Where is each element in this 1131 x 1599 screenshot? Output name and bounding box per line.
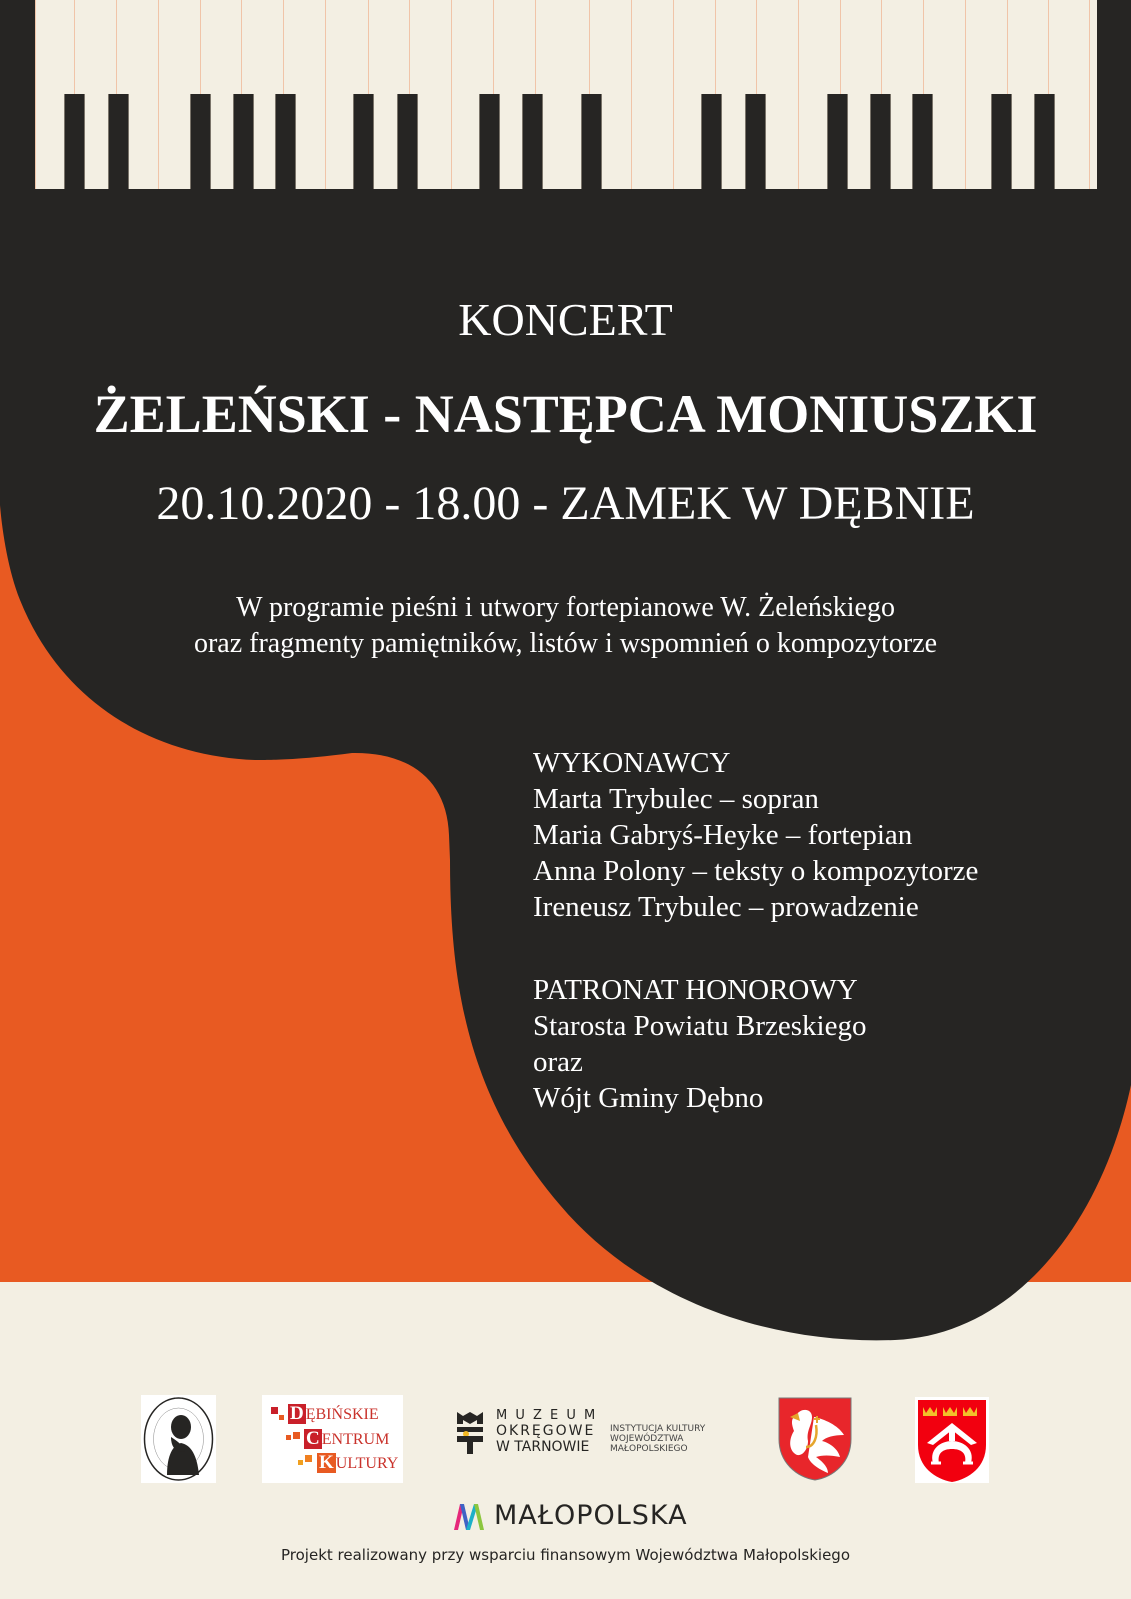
black-key <box>870 94 891 189</box>
performer-item: Marta Trybulec – sopran <box>533 783 819 815</box>
black-key <box>479 94 500 189</box>
museum-mark-icon <box>455 1410 485 1456</box>
dck-line: C ENTRUM <box>306 1428 390 1449</box>
black-key <box>397 94 418 189</box>
key-divider <box>325 0 326 189</box>
black-key <box>581 94 602 189</box>
black-key <box>745 94 766 189</box>
herb-gminy-debno <box>915 1397 989 1483</box>
debinskie-centrum-kultury-logo <box>262 1395 403 1483</box>
malopolska-wordmark: MAŁOPOLSKA <box>494 1500 688 1531</box>
herb-powiatu-brzeskiego <box>778 1397 852 1481</box>
performer-item: Anna Polony – teksty o kompozytorze <box>533 855 979 887</box>
black-key <box>522 94 543 189</box>
key-divider <box>798 0 799 189</box>
performer-item: Maria Gabryś-Heyke – fortepian <box>533 819 913 851</box>
black-key <box>275 94 296 189</box>
key-divider <box>1089 0 1090 189</box>
patronage-section <box>533 972 866 1116</box>
performer-item: Ireneusz Trybulec – prowadzenie <box>533 891 919 923</box>
description-line: oraz fragmenty pamiętników, listów i wspomnień o kompozytorze <box>193 628 938 659</box>
black-key <box>827 94 848 189</box>
portrait-seal-icon <box>141 1395 216 1483</box>
key-divider <box>158 0 159 189</box>
event-type: KONCERT <box>458 294 673 345</box>
patronage-item: oraz <box>533 1046 583 1078</box>
patronage-item: Wójt Gminy Dębno <box>533 1082 764 1114</box>
crowns-coat-of-arms-icon <box>915 1397 989 1483</box>
patronage-heading: PATRONAT HONOROWY <box>533 974 858 1006</box>
black-key <box>991 94 1012 189</box>
event-date-location: 20.10.2020 - 18.00 - ZAMEK W DĘBNIE <box>156 477 975 530</box>
dck-line: D ĘBIŃSKIE <box>290 1403 379 1424</box>
piano-keyboard <box>35 0 1097 189</box>
black-key <box>233 94 254 189</box>
patronage-item: Starosta Powiatu Brzeskiego <box>533 1010 867 1042</box>
program-description <box>0 590 1131 662</box>
black-key <box>190 94 211 189</box>
event-title: ŻELEŃSKI - NASTĘPCA MONIUSZKI <box>93 384 1038 444</box>
key-divider <box>35 0 36 189</box>
key-divider <box>631 0 632 189</box>
black-key <box>1034 94 1055 189</box>
funding-note: Projekt realizowany przy wsparciu finansowym Województwa Małopolskiego <box>281 1546 850 1564</box>
performers-section <box>533 745 978 925</box>
black-key <box>64 94 85 189</box>
description-line: W programie pieśni i utwory fortepianowe W. Żeleńskiego <box>236 592 895 623</box>
black-key <box>701 94 722 189</box>
key-divider <box>965 0 966 189</box>
muzeum-okregowe-tarnow-logo: M U Z E U M OKRĘGOWE W TARNOWIE INSTYTUCJA KULTURY WOJEWÓDZTWA MAŁOPOLSKIEGO <box>455 1410 775 1460</box>
performers-heading: WYKONAWCY <box>533 747 731 779</box>
black-key <box>353 94 374 189</box>
black-key <box>912 94 933 189</box>
eagle-coat-of-arms-icon <box>778 1397 852 1481</box>
dck-line: K ULTURY <box>319 1452 399 1473</box>
malopolska-m-icon <box>452 1500 486 1534</box>
fundacja-zelenskiego-logo <box>141 1395 216 1483</box>
key-divider <box>673 0 674 189</box>
black-key <box>108 94 129 189</box>
key-divider <box>451 0 452 189</box>
